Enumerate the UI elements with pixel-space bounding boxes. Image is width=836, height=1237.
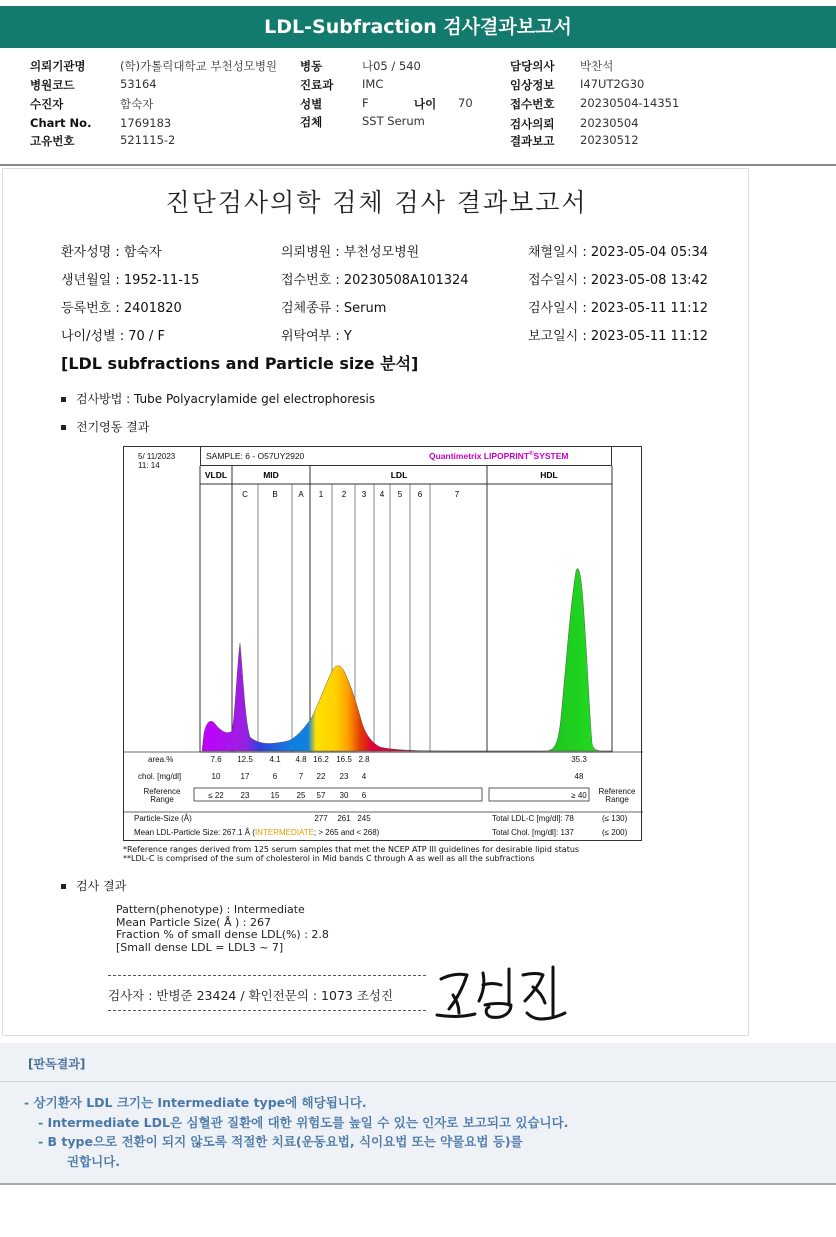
note-2: **LDL-C is comprised of the sum of cholesterol in Mid bands C through A as well as all the subfractions (123, 854, 535, 863)
reference-value: ≤ 22 (208, 791, 224, 800)
lipoprint-date: 5/ 11/2023 (138, 452, 176, 461)
value-institution: (학)가톨릭대학교 부천성모병원 (120, 59, 278, 73)
result-block (116, 904, 329, 954)
judgement-divider (0, 1081, 836, 1082)
lipoprint-plot (124, 447, 643, 842)
particle-size-value: 245 (357, 814, 371, 823)
chol-value: 48 (574, 772, 584, 781)
registered-mark-icon: ® (529, 451, 534, 458)
chol-label: chol. [mg/dl] (138, 772, 182, 781)
reference-value: 30 (339, 791, 349, 800)
label-clinical-info: 임상정보 (510, 78, 555, 92)
label-doctor: 담당의사 (510, 59, 555, 73)
info-test-time: 검사일시 : 2023-05-11 11:12 (528, 301, 709, 316)
info-age-sex: 나이/성별 : 70 / F (61, 329, 165, 344)
label-report-date: 결과보고 (510, 134, 555, 148)
label-unique-no: 고유번호 (30, 134, 75, 148)
reference-value: ≥ 40 (571, 791, 587, 800)
result-heading-text: 검사 결과 (76, 879, 127, 893)
value-hospital-code: 53164 (120, 77, 157, 91)
value-request-date: 20230504 (580, 116, 639, 130)
area-value: 12.5 (237, 755, 253, 764)
result-heading (61, 877, 126, 894)
area-label: area.% (148, 755, 174, 764)
label-ward: 병동 (300, 59, 323, 73)
signature-text: 검사자 : 반병준 23424 / 확인전문의 : 1073 조성진 (108, 988, 394, 1003)
lipoprint-time: 11: 14 (138, 461, 160, 470)
group-label-vldl: VLDL (204, 470, 228, 480)
particle-size-label: Particle-Size (Å) (134, 814, 192, 823)
label-request-date: 검사의뢰 (510, 117, 555, 131)
area-value: 4.8 (295, 755, 307, 764)
chol-value: 22 (316, 772, 326, 781)
label-specimen: 검체 (300, 115, 323, 129)
value-ward: 나05 / 540 (362, 59, 421, 73)
band-label-4: 4 (379, 490, 385, 499)
chol-value: 7 (298, 772, 304, 781)
request-header (0, 52, 836, 166)
area-value: 4.1 (269, 755, 281, 764)
value-patient: 함숙자 (120, 97, 154, 111)
lipoprint-figure (123, 446, 642, 841)
judgement-line-3: - B type으로 전환이 되지 않도록 적절한 치료(운동요법, 식이요법 또는 약물요법 등)를 (38, 1134, 523, 1149)
handwritten-signature (423, 959, 573, 1029)
total-chol-ref: (≤ 200) (602, 828, 628, 837)
mean-particle-size: Mean LDL-Particle Size: 267.1 Å (INTERMEDIATE; > 265 and < 268) (134, 828, 380, 837)
judgement-line-4: 권합니다. (67, 1154, 121, 1169)
note-1: *Reference ranges derived from 125 serum samples that met the NCEP ATP III guidelines for desirable lipid status (123, 845, 580, 854)
ref-label-right: Reference Range (598, 787, 636, 804)
value-department: IMC (362, 77, 384, 91)
judgement-line-2: - Intermediate LDL은 심혈관 질환에 대한 위험도를 높일 수 있는 인자로 보고되고 있습니다. (38, 1115, 569, 1130)
value-chart-no: 1769183 (120, 116, 172, 130)
chol-value: 10 (211, 772, 221, 781)
info-hospital: 의뢰병원 : 부천성모병원 (281, 245, 420, 260)
area-value: 7.6 (210, 755, 222, 764)
label-sex: 성별 (300, 97, 323, 111)
chol-value: 23 (339, 772, 349, 781)
info-specimen-type: 검체종류 : Serum (281, 301, 387, 316)
chol-value: 6 (272, 772, 278, 781)
label-patient: 수진자 (30, 97, 64, 111)
value-report-date: 20230512 (580, 133, 639, 147)
mean-range: ; > 265 and < 268) (313, 828, 380, 837)
band-label-c: C (242, 490, 248, 499)
info-patient-name: 환자성명 : 함숙자 (61, 245, 162, 260)
band-label-b: B (272, 490, 278, 499)
section-heading: [LDL subfractions and Particle size 분석] (61, 354, 419, 373)
total-ldl-ref: (≤ 130) (602, 814, 628, 823)
band-label-3: 3 (361, 490, 367, 499)
header-divider (0, 164, 836, 166)
reference-value: 6 (361, 791, 367, 800)
page-title: LDL-Subfraction 검사결과보고서 (0, 6, 836, 48)
info-reg-no: 등록번호 : 2401820 (61, 301, 182, 316)
band-label-1: 1 (318, 490, 324, 499)
report-document (2, 168, 749, 1036)
reference-value: 25 (296, 791, 306, 800)
bottom-divider (0, 1183, 836, 1185)
value-specimen: SST Serum (362, 114, 425, 128)
band-labels (242, 490, 460, 499)
info-outsourced: 위탁여부 : Y (281, 329, 352, 344)
particle-size-value: 261 (337, 814, 351, 823)
particle-size-value: 277 (314, 814, 328, 823)
group-label-ldl: LDL (390, 470, 408, 480)
info-receipt-no: 접수번호 : 20230508A101324 (281, 273, 469, 288)
chol-value: 4 (361, 772, 367, 781)
label-institution: 의뢰기관명 (30, 59, 86, 73)
result-mean-size: Mean Particle Size( Å ) : 267 (116, 915, 271, 929)
value-age: 70 (458, 96, 473, 110)
electro-heading-text: 전기영동 결과 (76, 420, 150, 434)
reference-value: 57 (316, 791, 326, 800)
band-label-6: 6 (417, 490, 423, 499)
ref-label: Reference Range (143, 787, 181, 804)
lipoprint-brand-name: Quantimetrix LIPOPRINT (429, 451, 530, 461)
label-chart-no: Chart No. (30, 116, 92, 130)
value-sex: F (362, 96, 369, 110)
lipoprint-sample: SAMPLE: 6 - O57UY2920 (206, 451, 305, 461)
label-department: 진료과 (300, 78, 334, 92)
total-chol: Total Chol. [mg/dl]: 137 (492, 828, 574, 837)
area-value: 16.5 (336, 755, 352, 764)
lipoprint-brand-suffix: SYSTEM (533, 451, 569, 461)
result-pattern: Pattern(phenotype) : Intermediate (116, 903, 305, 916)
chol-value: 17 (240, 772, 250, 781)
mean-size-text: Mean LDL-Particle Size: 267.1 Å (134, 828, 251, 837)
value-accession-no: 20230504-14351 (580, 96, 680, 110)
electro-heading (61, 418, 149, 435)
group-label-hdl: HDL (540, 470, 558, 480)
report-title: 진단검사의학 검체 검사 결과보고서 (165, 188, 588, 217)
judgement-panel (0, 1043, 836, 1183)
method-text: 검사방법 : Tube Polyacrylamide gel electrophoresis (76, 392, 376, 406)
info-birthdate: 생년월일 : 1952-11-15 (61, 273, 200, 288)
band-label-a: A (298, 490, 304, 499)
judgement-line-1: - 상기환자 LDL 크기는 Intermediate type에 해당됩니다. (24, 1095, 367, 1110)
area-value: 35.3 (571, 755, 587, 764)
method-line (61, 390, 375, 407)
result-small-dense: Fraction % of small dense LDL(%) : 2.8 (116, 928, 329, 941)
reference-value: 23 (240, 791, 250, 800)
label-hospital-code: 병원코드 (30, 78, 75, 92)
reference-value: 15 (270, 791, 280, 800)
value-clinical-info: I47UT2G30 (580, 77, 645, 91)
total-ldl: Total LDL-C [mg/dl]: 78 (492, 814, 574, 823)
info-collect-time: 채혈일시 : 2023-05-04 05:34 (528, 245, 709, 260)
mean-class: INTERMEDIATE (254, 828, 314, 837)
area-value: 2.8 (358, 755, 370, 764)
value-unique-no: 521115-2 (120, 133, 176, 147)
group-label-mid: MID (263, 470, 279, 480)
area-value: 16.2 (313, 755, 329, 764)
info-receipt-time: 접수일시 : 2023-05-08 13:42 (528, 273, 709, 288)
result-definition: [Small dense LDL = LDL3 ~ 7] (116, 940, 284, 954)
band-label-7: 7 (454, 490, 460, 499)
band-label-5: 5 (397, 490, 403, 499)
densitometry-curve (202, 568, 612, 751)
judgement-title: [판독결과] (28, 1057, 86, 1071)
signature-line-bottom (108, 1010, 426, 1011)
value-doctor: 박찬석 (580, 59, 614, 73)
label-age: 나이 (414, 97, 437, 111)
signature-line-top (108, 975, 426, 976)
info-report-time: 보고일시 : 2023-05-11 11:12 (528, 329, 709, 344)
band-label-2: 2 (341, 490, 347, 499)
label-accession-no: 접수번호 (510, 97, 555, 111)
